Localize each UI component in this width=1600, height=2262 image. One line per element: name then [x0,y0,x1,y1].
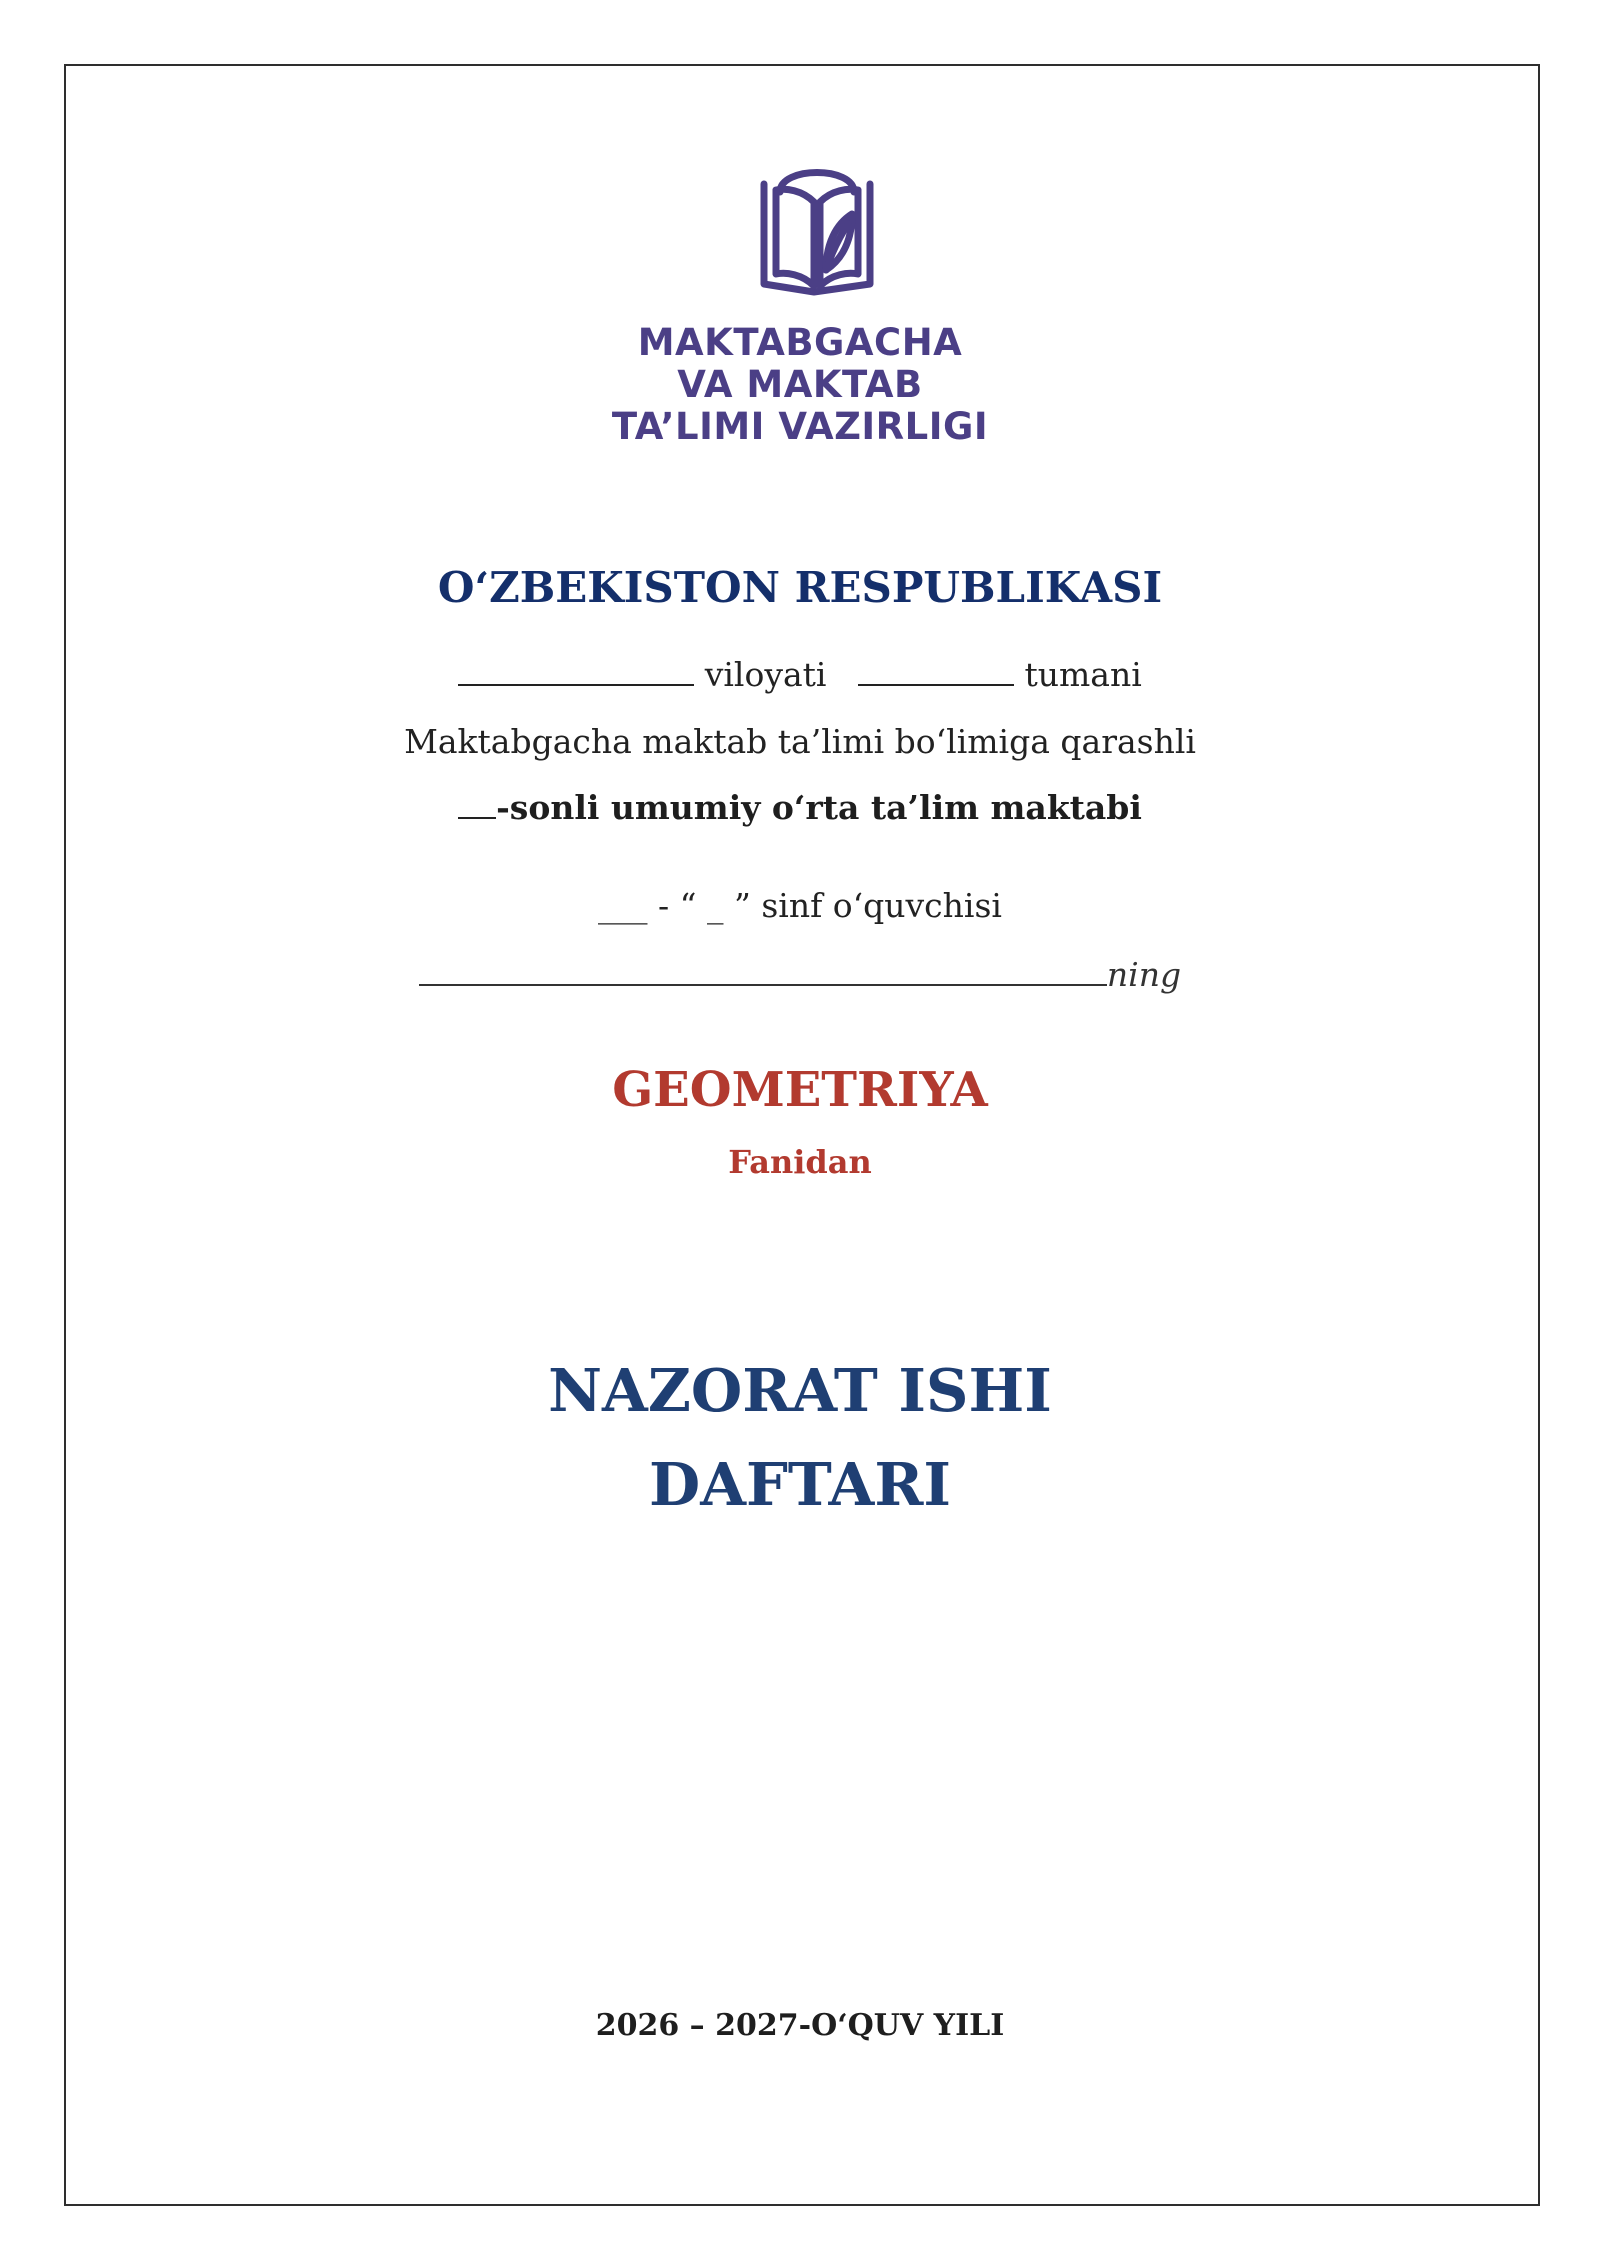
school-line [0,786,1600,830]
academic-year: 2026 – 2027-O‘QUV YILI [595,2008,1005,2043]
logo-line-1: MAKTABGACHA [637,321,963,364]
department-line: Maktabgacha maktab ta’limi bo‘limiga qarashli [404,722,1196,761]
title-line-1: NAZORAT ISHI [548,1356,1052,1425]
logo-line-2: VA MAKTAB [677,363,923,406]
region-line [0,653,1600,697]
notebook-title [0,1344,1600,1532]
school-suffix: -sonli umumiy o‘rta ta’lim maktabi [496,788,1142,827]
subject-name: GEOMETRIYA [612,1062,988,1118]
student-name-line [0,948,1600,997]
viloyati-label: viloyati [704,655,827,694]
region-blank [458,654,694,686]
title-line-2: DAFTARI [649,1450,951,1519]
class-line: ___ - “ _ ” sinf o‘quvchisi [598,886,1002,925]
logo-line-3: TA’LIMI VAZIRLIGI [611,405,989,448]
name-suffix: ning [1106,955,1182,994]
republic-heading: O‘ZBEKISTON RESPUBLIKASI [437,563,1163,612]
ministry-logo-text [0,322,1600,448]
school-number-blank [458,787,496,819]
district-blank [858,654,1014,686]
open-book-leaf-icon [756,152,878,296]
subject-sub: Fanidan [728,1143,872,1181]
tumani-label: tumani [1024,655,1142,694]
student-name-blank [419,948,1107,986]
